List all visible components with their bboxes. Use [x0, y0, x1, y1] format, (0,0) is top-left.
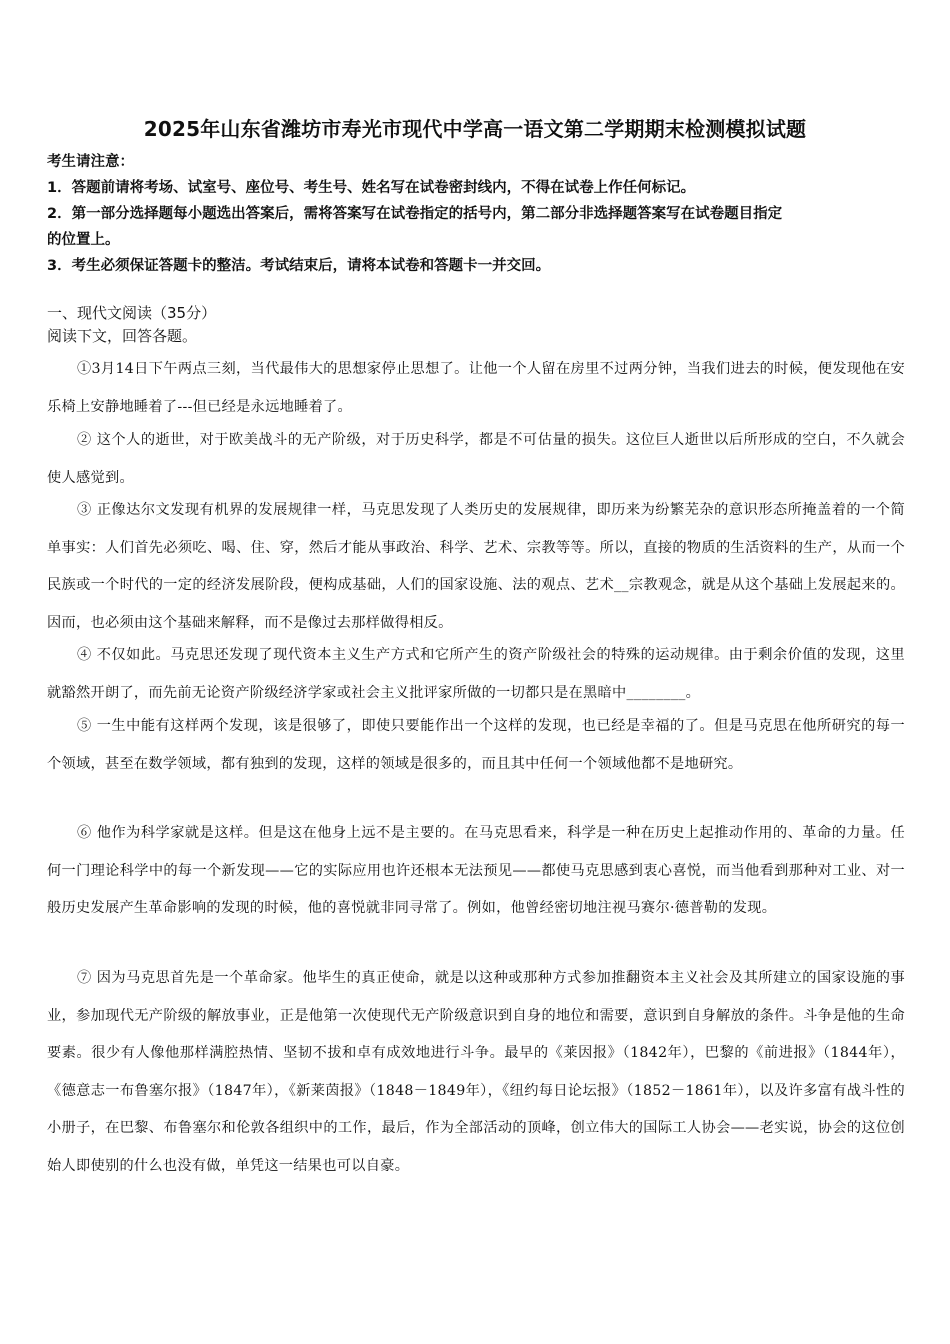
paragraph-3: ③ 正像达尔文发现有机界的发展规律一样，马克思发现了人类历史的发展规律，即历来为纷繁芜杂的意识形态所掩盖着的一个简单事实：人们首先必须吃、喝、住、穿，然后才能从事政治、科学、艺术、宗教等等。所以，直接的物质的生活资料的生产，从而一个民族或一个时代的一定的经济发展阶段，便构成基础，人们的国家设施、法的观点、艺术__宗教观念，就是从这个基础上发展起来的。因而，也必须由这个基础来解释，而不是像过去那样做得相反。: [47, 502, 905, 631]
notice-item: 1．答题前请将考场、试室号、座位号、考生号、姓名写在试卷密封线内，不得在试卷上作任何标记。: [47, 180, 696, 196]
paragraph-2: ② 这个人的逝世，对于欧美战斗的无产阶级，对于历史科学，都是不可估量的损失。这位巨人逝世以后所形成的空白，不久就会使人感觉到。: [47, 432, 905, 486]
notice-block: [47, 149, 907, 279]
document-title: 2025年山东省潍坊市寿光市现代中学高一语文第二学期期末检测模拟试题: [143, 117, 807, 141]
notice-item: 2．第一部分选择题每小题选出答案后，需将答案写在试卷指定的括号内，第二部分非选择题答案写在试卷题目指定: [47, 206, 783, 222]
notice-item: 3．考生必须保证答题卡的整洁。考试结束后，请将本试卷和答题卡一并交回。: [47, 258, 551, 274]
paragraph-5: ⑤ 一生中能有这样两个发现，该是很够了，即使只要能作出一个这样的发现，也已经是幸福的了。但是马克思在他所研究的每一个领域，甚至在数学领域，都有独到的发现，这样的领域是很多的，而且其中任何一个领域他都不是地研究。: [47, 718, 905, 772]
section-instruction: 阅读下文，回答各题。: [47, 327, 198, 345]
paragraph-7: ⑦ 因为马克思首先是一个革命家。他毕生的真正使命，就是以这种或那种方式参加推翻资本主义社会及其所建立的国家设施的事业，参加现代无产阶级的解放事业，正是他第一次使现代无产阶级意识到自身的地位和需要，意识到自身解放的条件。斗争是他的生命要素。很少有人像他那样满腔热情、坚韧不拔和卓有成效地进行斗争。最早的《莱因报》（1842年），巴黎的《前进报》（1844年），《德意志一布鲁塞尔报》（1847年），《新莱茵报》（1848－1849年），《纽约每日论坛报》（1852－1861年），以及许多富有战斗性的小册子，在巴黎、布鲁塞尔和伦敦各组织中的工作，最后，作为全部活动的顶峰，创立伟大的国际工人协会——老实说，协会的这位创始人即使别的什么也没有做，单凭这一结果也可以自豪。: [47, 970, 905, 1174]
paragraph-1: ①3月14日下午两点三刻，当代最伟大的思想家停止思想了。让他一个人留在房里不过两分钟，当我们进去的时候，便发现他在安乐椅上安静地睡着了---但已经是永远地睡着了。: [47, 361, 905, 415]
section-heading: 一、现代文阅读（35分）: [47, 304, 217, 322]
notice-heading: 考生请注意：: [47, 154, 134, 170]
paragraph-6: ⑥ 他作为科学家就是这样。但是这在他身上远不是主要的。在马克思看来，科学是一种在历史上起推动作用的、革命的力量。任何一门理论科学中的每一个新发现——它的实际应用也许还根本无法预见——都使马克思感到衷心喜悦，而当他看到那种对工业、对一般历史发展产生革命影响的发现的时候，他的喜悦就非同寻常了。例如，他曾经密切地注视马赛尔·德普勒的发现。: [47, 825, 905, 916]
paragraph-4: ④ 不仅如此。马克思还发现了现代资本主义生产方式和它所产生的资产阶级社会的特殊的运动规律。由于剩余价值的发现，这里就豁然开朗了，而先前无论资产阶级经济学家或社会主义批评家所做的一切都只是在黑暗中________。: [47, 647, 905, 701]
notice-item: 的位置上。: [47, 232, 120, 248]
